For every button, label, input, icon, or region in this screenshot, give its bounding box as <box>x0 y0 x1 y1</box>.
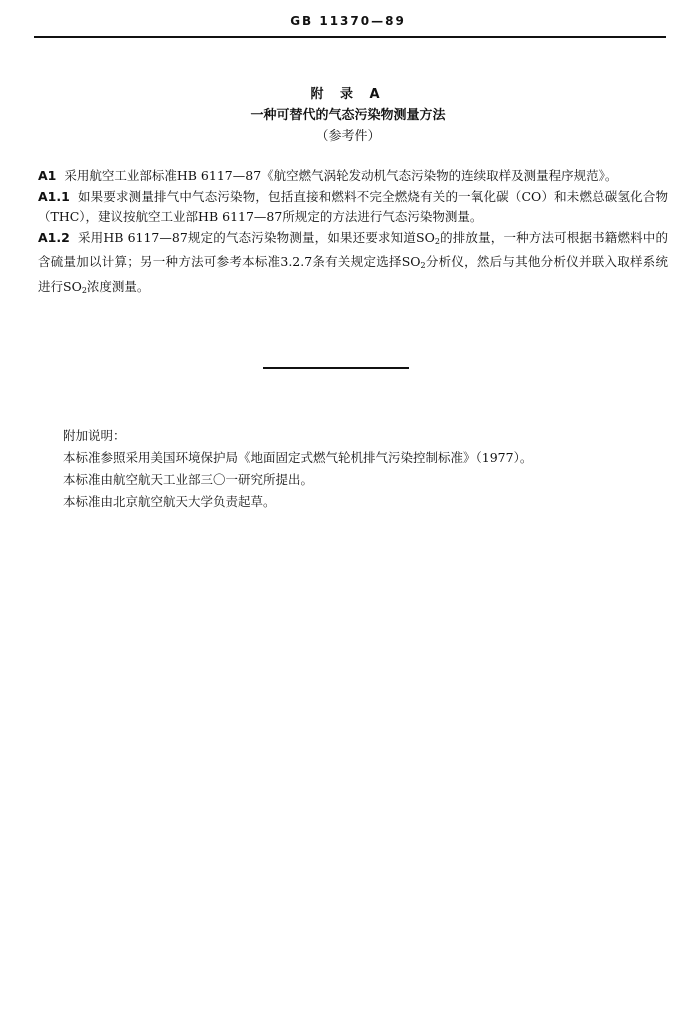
end-of-appendix-rule <box>263 367 409 369</box>
clause-text-part: 分析仪，然后与其他分析仪并联入取样系统进行SO <box>38 254 668 294</box>
clause-text-part: 浓度测量。 <box>86 278 150 294</box>
header-rule <box>34 36 666 38</box>
appendix-label: 附 录 A <box>310 87 386 102</box>
clause-text-part: 的排放量，一种方法可根据书籍燃料中的含硫量加以计算；另一种方法可参考本标准3.2.7条有关规定选择SO <box>38 229 668 269</box>
subscript: 2 <box>434 236 440 246</box>
notes-line: 本标准由航空航天工业部三〇一研究所提出。 <box>63 472 314 487</box>
notes-line: 本标准参照采用美国环境保护局《地面固定式燃气轮机排气污染控制标准》（1977）。 <box>63 450 533 465</box>
additional-notes <box>63 425 663 513</box>
subscript: 2 <box>81 285 87 295</box>
appendix-note: （参考件） <box>315 129 381 144</box>
appendix-title: 一种可替代的气态污染物测量方法 <box>250 108 446 123</box>
clause-number: A1.1 <box>38 188 70 204</box>
appendix-body <box>38 166 668 301</box>
clause-text: 如果要求测量排气中气态污染物，包括直接和燃料不完全燃烧有关的一氧化碳（CO）和未燃总碳氢化合物（THC），建议按航空工业部HB 6117—87所规定的方法进行气态污染物测量。 <box>38 188 668 224</box>
subscript: 2 <box>420 261 426 270</box>
clause-a1-2 <box>38 228 668 302</box>
clause-number: A1.2 <box>38 229 70 245</box>
clause-a1-1 <box>38 187 668 228</box>
clause-number: A1 <box>38 168 57 183</box>
clause-text: 采用航空工业部标准HB 6117—87《航空燃气涡轮发动机气态污染物的连续取样及测量程序规范》。 <box>64 168 618 183</box>
notes-line: 本标准由北京航空航天大学负责起草。 <box>63 494 276 509</box>
notes-heading: 附加说明： <box>63 428 126 443</box>
standard-code-header: GB 11370—89 <box>290 14 406 28</box>
clause-text-part: 采用HB 6117—87规定的气态污染物测量，如果还要求知道SO <box>77 229 435 245</box>
clause-a1 <box>38 166 668 187</box>
